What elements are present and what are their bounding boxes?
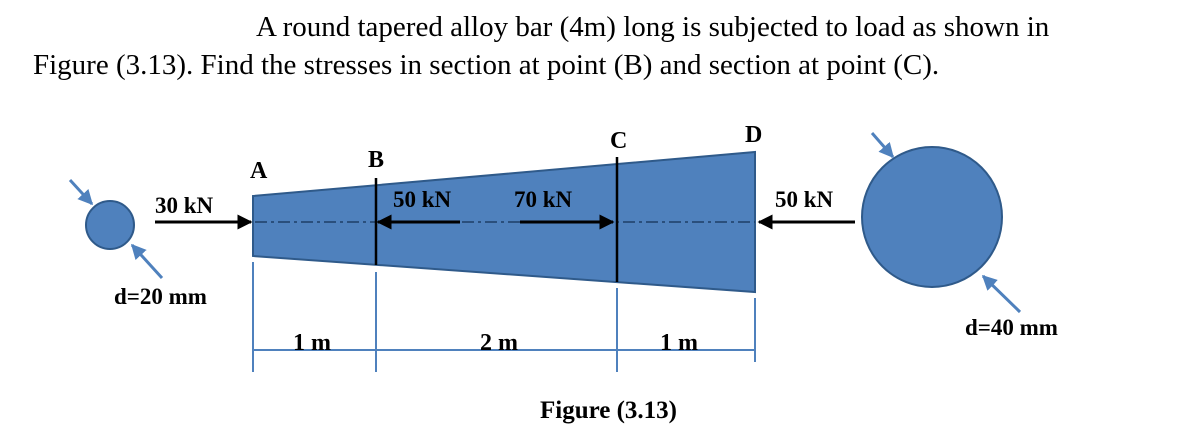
small-diameter-label: d=20 mm [114, 284, 207, 309]
point-label-b: B [368, 147, 385, 173]
problem-line-2: Figure (3.13). Find the stresses in section at point (B) and section at point (C). [33, 49, 940, 81]
small-section-arrow-top [70, 180, 92, 204]
point-label-d: D [745, 122, 763, 148]
large-cross-section [862, 147, 1002, 287]
load-label-d: 50 kN [775, 187, 834, 212]
large-section-arrow-top [872, 133, 893, 157]
figure-caption: Figure (3.13) [540, 397, 678, 424]
large-diameter-label: d=40 mm [965, 315, 1058, 340]
dimension-label-cd: 1 m [660, 330, 698, 356]
large-section-arrow-bottom [983, 276, 1020, 312]
load-label-a: 30 kN [155, 193, 214, 218]
load-label-b: 50 kN [393, 187, 452, 212]
small-section-arrow-bottom [132, 245, 162, 278]
dimension-label-ab: 1 m [293, 330, 331, 356]
load-label-c: 70 kN [514, 187, 573, 212]
point-label-c: C [610, 128, 628, 154]
dimension-label-bc: 2 m [480, 330, 518, 356]
small-cross-section [86, 201, 134, 249]
problem-line-1: A round tapered alloy bar (4m) long is subjected to load as shown in [256, 11, 1050, 43]
point-label-a: A [250, 158, 268, 184]
